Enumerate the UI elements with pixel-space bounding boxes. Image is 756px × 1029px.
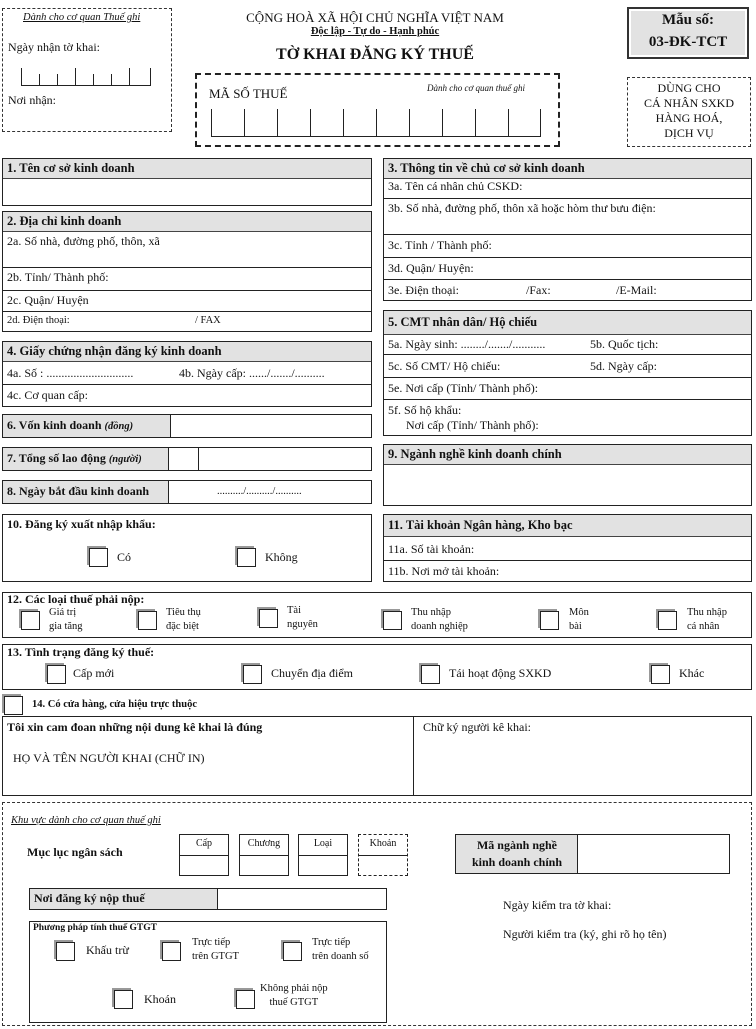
vat-deduction-checkbox[interactable]: [56, 942, 75, 961]
vat-exempt-checkbox[interactable]: [236, 990, 255, 1009]
status-reopen-checkbox[interactable]: [421, 665, 440, 684]
status-new-label: Cấp mới: [73, 666, 115, 680]
section-13-title: 13. Tình trạng đăng ký thuế:: [7, 645, 155, 659]
section-5: [383, 310, 752, 436]
section-2: [2, 211, 372, 332]
section-11b[interactable]: 11b. Nơi mở tài khoản:: [388, 564, 500, 578]
section-3e-email[interactable]: /E-Mail:: [616, 283, 657, 297]
form-number: 03-ĐK-TCT: [648, 34, 728, 50]
vat-deduction-label: Khấu trừ: [86, 943, 129, 957]
section-2b[interactable]: 2b. Tỉnh/ Thành phố:: [7, 270, 109, 284]
section-3a[interactable]: 3a. Tên cá nhân chủ CSKD:: [388, 179, 523, 193]
vat-exempt-label: Không phải nộp thuế GTGT: [260, 983, 328, 1008]
status-move-checkbox[interactable]: [243, 665, 262, 684]
section-8-date[interactable]: ........../........../..........: [217, 486, 302, 497]
status-reopen-label: Tái hoạt động SXKD: [449, 666, 552, 680]
section-9-title: 9. Ngành nghề kinh doanh chính: [384, 445, 751, 465]
section-13: [2, 644, 752, 690]
export-yes-label: Có: [117, 550, 132, 564]
tax-license-checkbox[interactable]: [540, 611, 559, 630]
form-number-box: [627, 7, 749, 59]
section-14-label: 14. Có cửa hàng, cửa hiệu trực thuộc: [32, 699, 198, 710]
section-11: [383, 514, 752, 582]
budget-item-label: Khoản: [369, 838, 397, 849]
section-12: [2, 592, 752, 638]
vat-direct-value-checkbox[interactable]: [162, 942, 181, 961]
section-4b[interactable]: 4b. Ngày cấp: ....../......./..........: [179, 366, 325, 380]
section-2d[interactable]: 2d. Điện thoại:: [7, 315, 70, 326]
export-no-label: Không: [265, 550, 298, 564]
section-2-title: 2. Địa chỉ kinh doanh: [3, 212, 371, 232]
industry-code-label-1: Mã ngành nghề: [476, 838, 558, 852]
section-10-title: 10. Đăng ký xuất nhập khẩu:: [7, 517, 156, 531]
tax-vat-label: Giá trị gia tăng: [49, 607, 83, 632]
status-other-checkbox[interactable]: [651, 665, 670, 684]
declarant-name-label[interactable]: HỌ VÀ TÊN NGƯỜI KHAI (CHỮ IN): [13, 751, 205, 765]
country-name: CỘNG HOÀ XÃ HỘI CHỦ NGHĨA VIỆT NAM: [246, 10, 504, 25]
tax-code-note: Dành cho cơ quan thuế ghi: [427, 83, 526, 93]
receiver-label: Nơi nhận:: [8, 93, 57, 107]
section-10: [2, 514, 372, 582]
tax-personal-label: Thu nhập cá nhân: [687, 607, 727, 632]
section-3-title: 3. Thông tin về chủ cơ sở kinh doanh: [384, 159, 751, 179]
declaration-box: [2, 716, 752, 796]
form-number-label: Mẫu số:: [661, 12, 715, 28]
budget-type-label: Loại: [313, 838, 333, 849]
tax-resource-label: Tài nguyên: [287, 605, 318, 630]
status-new-checkbox[interactable]: [47, 665, 66, 684]
tax-vat-checkbox[interactable]: [21, 611, 40, 630]
industry-code-label-2: kinh doanh chính: [471, 855, 563, 869]
budget-item-cell[interactable]: [358, 834, 408, 876]
section-3: [383, 158, 752, 301]
vat-lumpsum-label: Khoán: [144, 992, 176, 1006]
tax-code-cells[interactable]: [211, 109, 541, 137]
usage-box: [627, 77, 751, 147]
section-12-title: 12. Các loại thuế phải nộp:: [7, 592, 145, 606]
vat-direct-revenue-label: Trực tiếp trên doanh số: [312, 937, 369, 962]
section-5c[interactable]: 5c. Số CMT/ Hộ chiếu:: [388, 359, 501, 373]
section-5-title: 5. CMT nhân dân/ Hộ chiếu: [384, 311, 751, 335]
section-3e[interactable]: 3e. Điện thoại:: [388, 283, 459, 297]
vat-method-box: [29, 921, 387, 1023]
checker-label[interactable]: Người kiểm tra (ký, ghi rõ họ tên): [503, 927, 667, 941]
section-3c[interactable]: 3c. Tỉnh / Thành phố:: [388, 238, 492, 252]
received-date-label: Ngày nhận tờ khai:: [8, 40, 100, 54]
section-4c[interactable]: 4c. Cơ quan cấp:: [7, 388, 88, 402]
vat-direct-value-label: Trực tiếp trên GTGT: [192, 937, 239, 962]
tax-corporate-label: Thu nhập doanh nghiệp: [411, 607, 468, 632]
tax-personal-checkbox[interactable]: [658, 611, 677, 630]
status-other-label: Khác: [679, 666, 705, 680]
section-5d[interactable]: 5d. Ngày cấp:: [590, 359, 657, 373]
branch-stores-checkbox[interactable]: [4, 696, 23, 715]
section-3b[interactable]: 3b. Số nhà, đường phố, thôn xã hoặc hòm thư bưu điện:: [388, 201, 656, 215]
section-5a[interactable]: 5a. Ngày sinh: ......../......./...........: [388, 337, 546, 351]
pledge-text: Tôi xin cam đoan những nội dung kê khai là đúng: [7, 720, 263, 734]
industry-code-box[interactable]: [455, 834, 730, 874]
vat-method-title: Phương pháp tính thuế GTGT: [33, 923, 157, 933]
usage-line-3: HÀNG HOÁ,: [655, 111, 723, 125]
section-1: [2, 158, 372, 206]
budget-level-label: Cấp: [195, 838, 213, 849]
status-move-label: Chuyển địa điểm: [271, 666, 353, 680]
signature-label[interactable]: Chữ ký người kê khai:: [423, 720, 532, 734]
section-6: [2, 414, 372, 438]
tax-corporate-checkbox[interactable]: [383, 611, 402, 630]
motto: Độc lập - Tự do - Hạnh phúc: [310, 26, 440, 37]
section-5f[interactable]: 5f. Số hộ khẩu:: [388, 403, 462, 417]
tax-office-title: Khu vực dành cho cơ quan thuế ghi: [11, 815, 161, 826]
check-date-label[interactable]: Ngày kiểm tra tờ khai:: [503, 898, 612, 912]
tax-resource-checkbox[interactable]: [259, 609, 278, 628]
tax-excise-checkbox[interactable]: [138, 611, 157, 630]
vat-direct-revenue-checkbox[interactable]: [283, 942, 302, 961]
reception-title: Dành cho cơ quan Thuế ghi: [23, 12, 141, 23]
section-7: [2, 447, 372, 471]
received-date-field[interactable]: [21, 64, 151, 86]
usage-line-2: CÁ NHÂN SXKD: [643, 96, 734, 110]
tax-license-label: Môn bài: [569, 607, 589, 632]
export-no-checkbox[interactable]: [237, 548, 256, 567]
form-title: TỜ KHAI ĐĂNG KÝ THUẾ: [276, 46, 474, 63]
budget-type-cell[interactable]: [298, 834, 348, 876]
budget-chapter-cell[interactable]: [239, 834, 289, 876]
section-2d-fax[interactable]: / FAX: [195, 315, 221, 326]
section-2c[interactable]: 2c. Quận/ Huyện: [7, 293, 89, 307]
section-4a[interactable]: 4a. Số : .............................: [7, 366, 134, 380]
vat-lumpsum-checkbox[interactable]: [114, 990, 133, 1009]
section-5f-place[interactable]: Nơi cấp (Tỉnh/ Thành phố):: [406, 418, 539, 432]
section-8-title: 8. Ngày bắt đầu kinh doanh: [7, 484, 150, 498]
tax-office-area: [2, 802, 752, 1026]
section-11a[interactable]: 11a. Số tài khoản:: [388, 542, 475, 556]
reception-box: [2, 8, 172, 132]
tax-code-label: MÃ SỐ THUẾ: [209, 86, 288, 101]
register-place-label: Nơi đăng ký nộp thuế: [34, 891, 145, 905]
tax-code-box: [195, 73, 560, 147]
export-yes-checkbox[interactable]: [89, 548, 108, 567]
budget-level-cell[interactable]: [179, 834, 229, 876]
tax-excise-label: Tiêu thụ đặc biệt: [166, 607, 201, 632]
section-1-title: 1. Tên cơ sở kinh doanh: [3, 159, 371, 179]
section-5e[interactable]: 5e. Nơi cấp (Tỉnh/ Thành phố):: [388, 381, 539, 395]
section-11-title: 11. Tài khoản Ngân hàng, Kho bạc: [384, 515, 751, 537]
section-3e-fax[interactable]: /Fax:: [526, 283, 551, 297]
section-5b[interactable]: 5b. Quốc tịch:: [590, 337, 659, 351]
section-2a[interactable]: 2a. Số nhà, đường phố, thôn, xã: [7, 234, 160, 248]
usage-line-4: DỊCH VỤ: [664, 126, 714, 140]
section-3d[interactable]: 3d. Quận/ Huyện:: [388, 261, 474, 275]
register-place-box[interactable]: [29, 888, 387, 910]
budget-label: Mục lục ngân sách: [27, 845, 123, 859]
section-7-title: 7. Tổng số lao động (người): [7, 451, 142, 465]
section-8: [2, 480, 372, 504]
usage-line-1: DÙNG CHO: [657, 81, 721, 95]
section-4-title: 4. Giấy chứng nhận đăng ký kinh doanh: [3, 342, 371, 362]
section-9: [383, 444, 752, 506]
budget-chapter-label: Chương: [247, 838, 281, 849]
section-4: [2, 341, 372, 407]
section-6-title: 6. Vốn kinh doanh (đồng): [7, 418, 134, 432]
